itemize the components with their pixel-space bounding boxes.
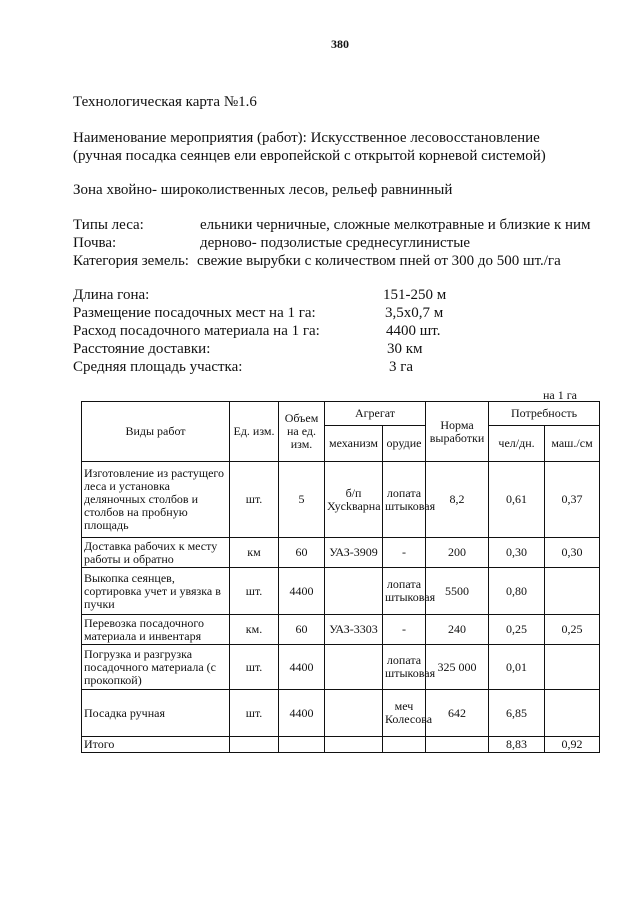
volume-cell: 60 <box>279 538 325 568</box>
header-norm: Норма выработки <box>426 402 489 462</box>
delivery-distance-value: 30 км <box>387 341 423 357</box>
unit-cell: км. <box>230 615 279 645</box>
volume-cell: 4400 <box>279 690 325 737</box>
mechanism-cell <box>325 645 383 690</box>
work-cell: Посадка ручная <box>82 690 230 737</box>
tool-cell: лопата штыковая <box>383 462 426 538</box>
table-row <box>82 615 600 645</box>
table-row <box>82 538 600 568</box>
mechanism-cell: б/п Хусkварна <box>325 462 383 538</box>
unit-cell: шт. <box>230 462 279 538</box>
norm-cell: 5500 <box>426 568 489 615</box>
plot-area-label: Средняя площадь участка: <box>73 359 243 375</box>
machine-cell: 0,37 <box>545 462 600 538</box>
total-row <box>82 737 600 753</box>
man-days-cell: 6,85 <box>489 690 545 737</box>
material-use-value: 4400 шт. <box>386 323 441 339</box>
plot-area-value: 3 га <box>389 359 414 375</box>
machine-cell: 0,25 <box>545 615 600 645</box>
header-work: Виды работ <box>82 402 230 462</box>
header-man-days: чел/дн. <box>489 426 545 462</box>
delivery-distance-label: Расстояние доставки: <box>73 341 211 357</box>
header-volume: Объем на ед. изм. <box>279 402 325 462</box>
land-category-label: Категория земель: <box>73 253 189 269</box>
run-length-value: 151-250 м <box>383 287 447 303</box>
total-machine-shifts: 0,92 <box>545 737 600 753</box>
unit-cell: шт. <box>230 645 279 690</box>
unit-cell: шт. <box>230 690 279 737</box>
tool-cell: - <box>383 615 426 645</box>
volume-cell: 4400 <box>279 568 325 615</box>
run-length-label: Длина гона: <box>73 287 150 303</box>
volume-cell: 5 <box>279 462 325 538</box>
table-row <box>82 462 600 538</box>
mechanism-cell: УАЗ-3909 <box>325 538 383 568</box>
mechanism-cell <box>325 690 383 737</box>
unit-cell: км <box>230 538 279 568</box>
man-days-cell: 0,61 <box>489 462 545 538</box>
unit-note: на 1 га <box>543 388 577 402</box>
tool-cell: лопата штыковая <box>383 568 426 615</box>
work-cell: Погрузка и разгрузка посадочного материала (с прокопкой) <box>82 645 230 690</box>
card-title: Технологическая карта №1.6 <box>73 94 257 110</box>
table-row <box>82 690 600 737</box>
tool-cell: меч Колесова <box>383 690 426 737</box>
man-days-cell: 0,80 <box>489 568 545 615</box>
table-row <box>82 568 600 615</box>
work-cell: Выкопка сеянцев, сортировка учет и увязка в пучки <box>82 568 230 615</box>
header-unit: Ед. изм. <box>230 402 279 462</box>
work-cell: Доставка рабочих к месту работы и обратно <box>82 538 230 568</box>
activity-line-1: Наименование мероприятия (работ): Искусственное лесовосстановление <box>73 130 540 146</box>
total-label: Итого <box>82 737 230 753</box>
man-days-cell: 0,25 <box>489 615 545 645</box>
work-cell: Изготовление из растущего леса и установка деляночных столбов и столбов на пробную площадь <box>82 462 230 538</box>
header-tool: орудие <box>383 426 426 462</box>
man-days-cell: 0,01 <box>489 645 545 690</box>
table-row <box>82 645 600 690</box>
land-category-value: свежие вырубки с количеством пней от 300 до 500 шт./га <box>197 253 561 269</box>
planting-spacing-label: Размещение посадочных мест на 1 га: <box>73 305 316 321</box>
norm-cell: 240 <box>426 615 489 645</box>
unit-cell: шт. <box>230 568 279 615</box>
header-mechanism: механизм <box>325 426 383 462</box>
volume-cell: 60 <box>279 615 325 645</box>
forest-zone: Зона хвойно- широколиственных лесов, рельеф равнинный <box>73 182 453 198</box>
mechanism-cell <box>325 568 383 615</box>
activity-line-2: (ручная посадка сеянцев ели европейской с открытой корневой системой) <box>73 148 546 164</box>
volume-cell: 4400 <box>279 645 325 690</box>
page-number: 380 <box>331 37 349 51</box>
machine-cell: 0,30 <box>545 538 600 568</box>
man-days-cell: 0,30 <box>489 538 545 568</box>
norm-cell: 8,2 <box>426 462 489 538</box>
machine-cell <box>545 690 600 737</box>
material-use-label: Расход посадочного материала на 1 га: <box>73 323 320 339</box>
norm-cell: 642 <box>426 690 489 737</box>
tool-cell: лопата штыковая <box>383 645 426 690</box>
forest-type-value: ельники черничные, сложные мелкотравные и близкие к ним <box>200 217 591 233</box>
forest-type-label: Типы леса: <box>73 217 144 233</box>
mechanism-cell: УАЗ-3303 <box>325 615 383 645</box>
norm-cell: 325 000 <box>426 645 489 690</box>
norm-cell: 200 <box>426 538 489 568</box>
soil-label: Почва: <box>73 235 117 251</box>
soil-value: дерново- подзолистые среднесуглинистые <box>200 235 470 251</box>
header-machine-shifts: маш./см <box>545 426 600 462</box>
operations-table <box>81 401 600 753</box>
total-man-days: 8,83 <box>489 737 545 753</box>
tool-cell: - <box>383 538 426 568</box>
header-need: Потребность <box>489 402 600 426</box>
planting-spacing-value: 3,5х0,7 м <box>385 305 444 321</box>
machine-cell <box>545 568 600 615</box>
header-aggregate: Агрегат <box>325 402 426 426</box>
work-cell: Перевозка посадочного материала и инвентаря <box>82 615 230 645</box>
machine-cell <box>545 645 600 690</box>
